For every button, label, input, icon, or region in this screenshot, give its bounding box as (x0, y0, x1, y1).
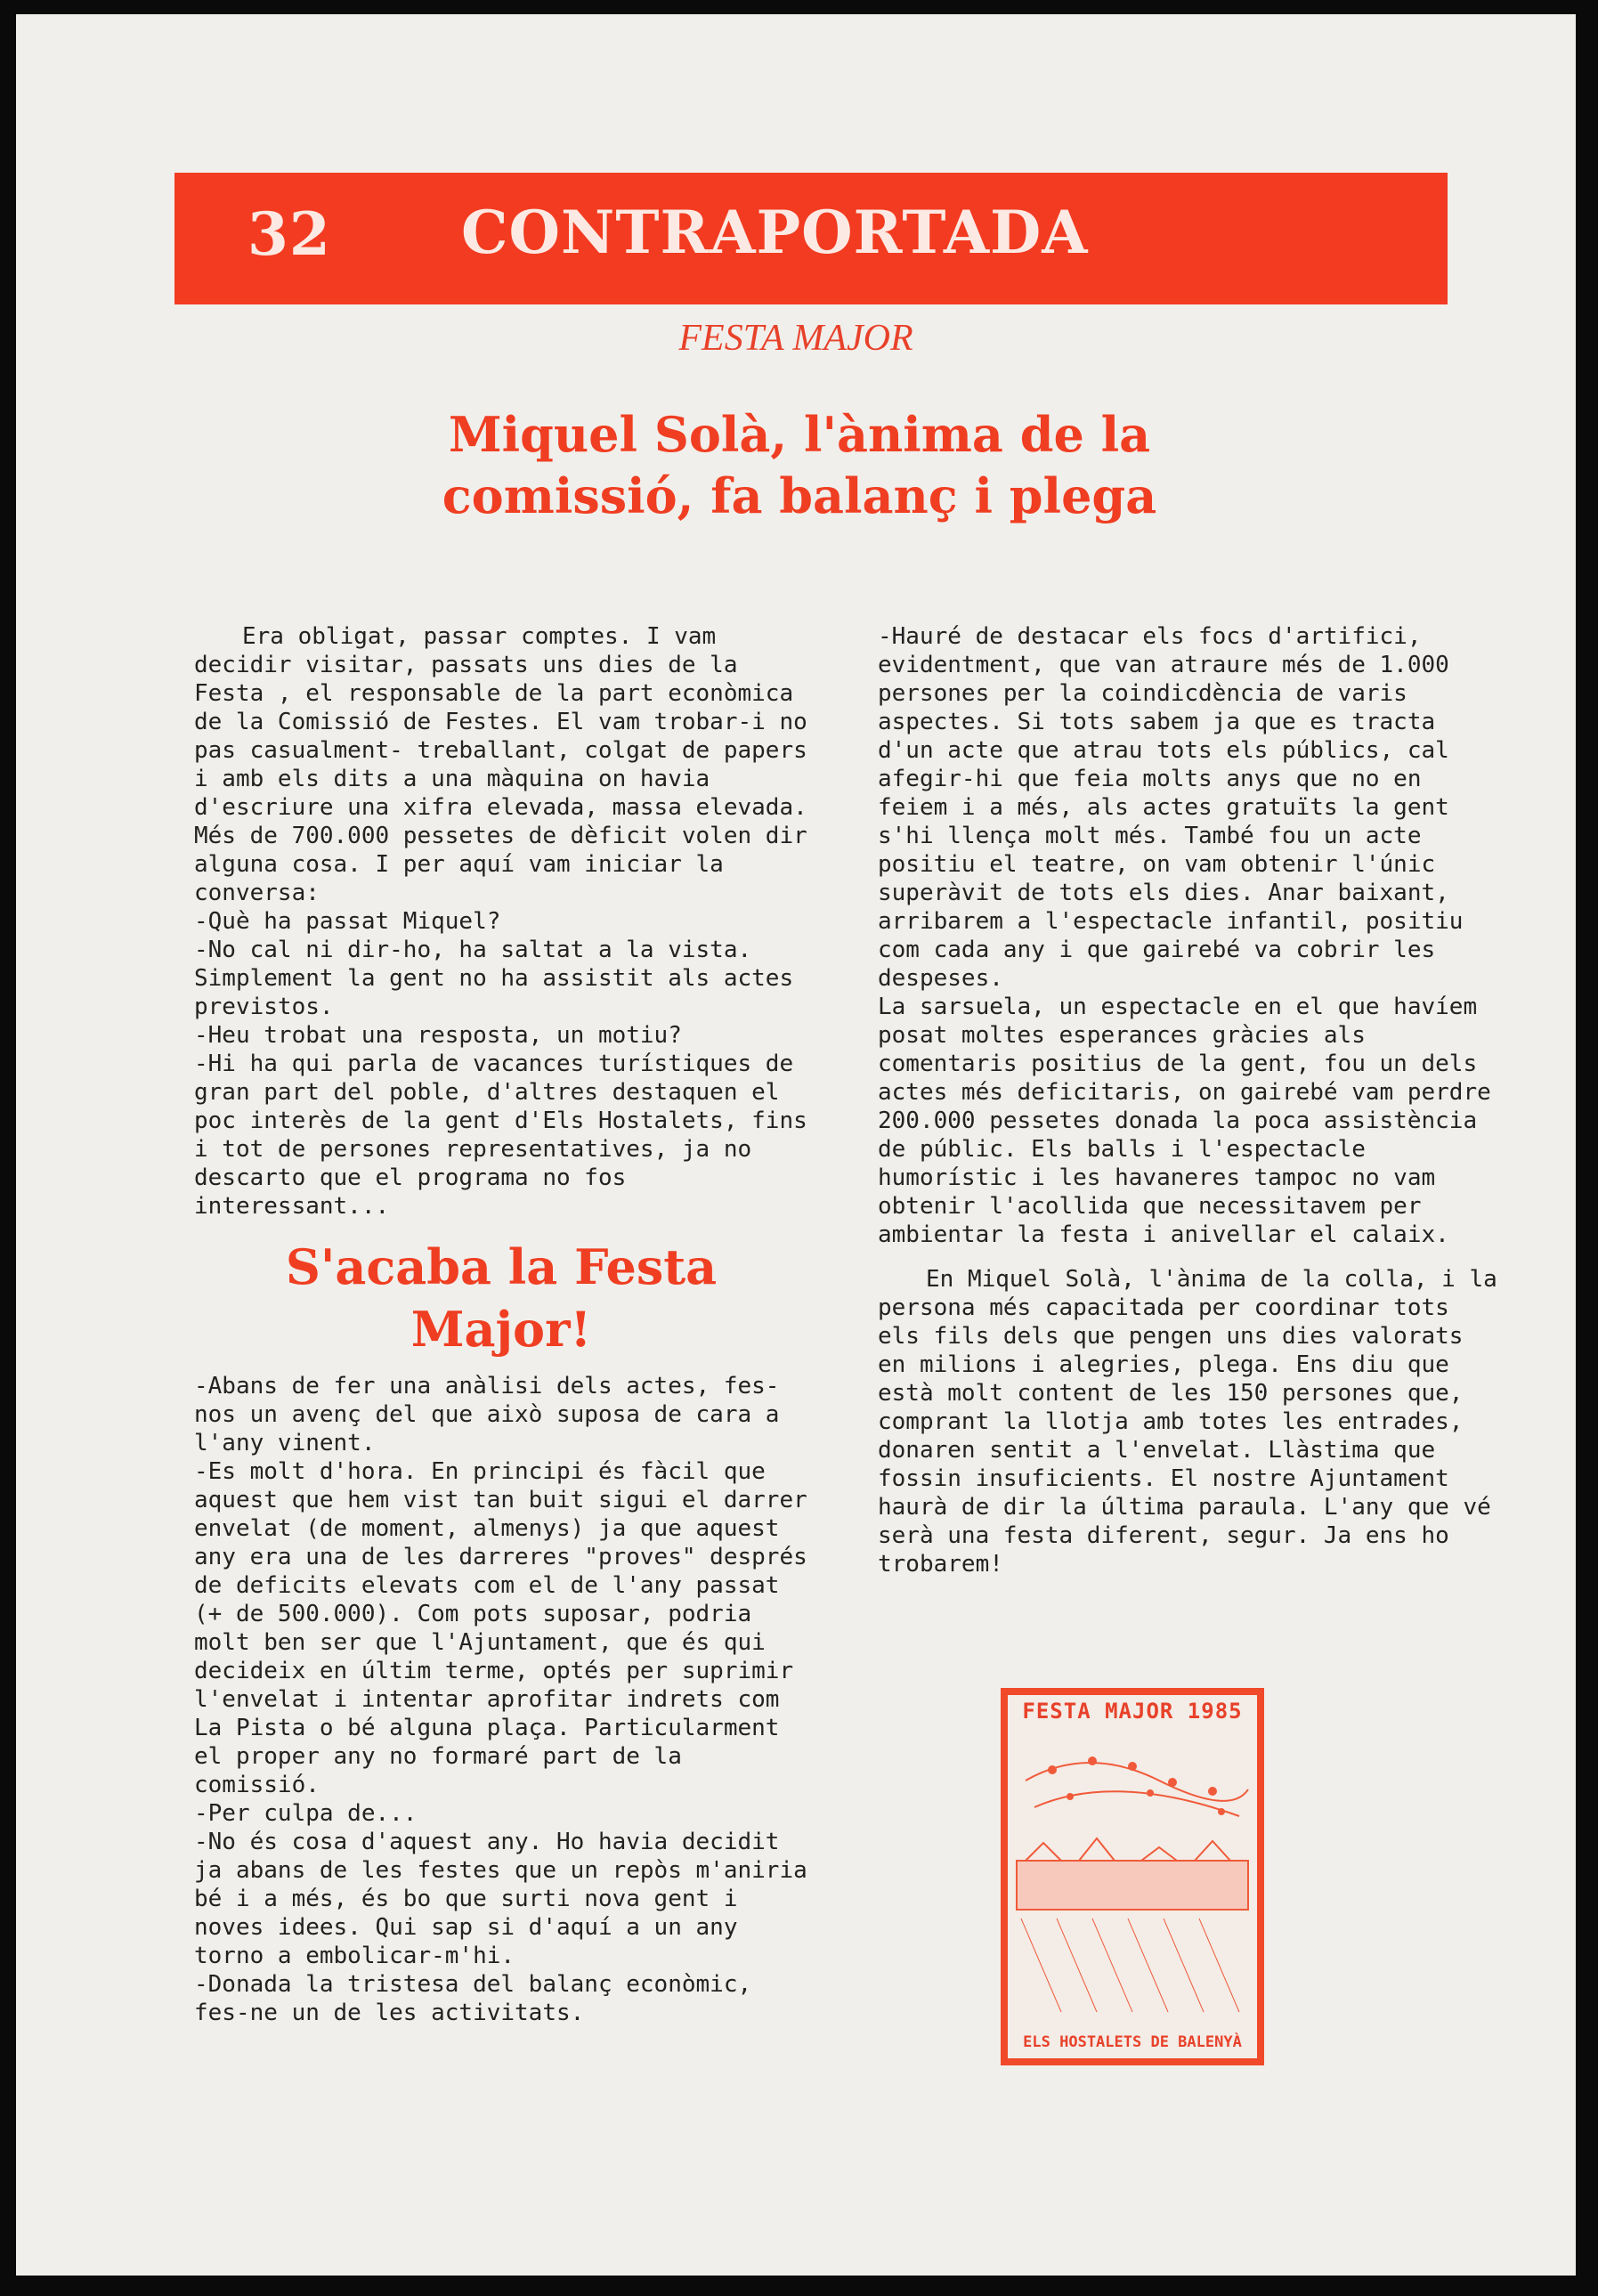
bunting-flag (1067, 1793, 1074, 1800)
article-column-left-bottom (194, 1372, 817, 2027)
newspaper-page (16, 14, 1576, 2276)
village-skyline (1017, 1861, 1248, 1910)
paragraph: -Abans de fer una anàlisi dels actes, fes-nos un avenç del que això suposa de cara a l'any vinent. (194, 1373, 780, 1456)
bunting-flag (1218, 1808, 1225, 1815)
bunting-flag (1088, 1756, 1097, 1765)
paragraph: -Heu trobat una resposta, un motiu? (194, 1022, 682, 1049)
bunting-flag (1208, 1787, 1217, 1796)
article-column-right (878, 622, 1501, 1578)
article-headline: Miquel Solà, l'ànima de la comissió, fa balanç i plega (442, 406, 1157, 524)
paragraph: -Es molt d'hora. En principi és fàcil que aquest que hem vist tan buit sigui el darrer envelat (de moment, almenys) ja que aquest any era una de les darreres "proves" després de deficits elevats com el de l'any passat (+ de 500.000). Com pots suposar, podria molt ben ser que l'Ajuntament, que és qui decideix en últim terme, optés per suprimir l'envelat i intentar aprofitar indrets com La Pista o bé alguna plaça. Particularment el proper any no formaré part de la comissió. (194, 1458, 807, 1798)
masthead-banner (174, 173, 1448, 304)
festa-major-poster-image (1001, 1688, 1264, 2065)
paragraph: -Donada la tristesa del balanç econòmic, fes-ne un de les activitats. (194, 1971, 752, 2026)
bunting-string (1034, 1791, 1239, 1816)
paragraph: -No cal ni dir-ho, ha saltat a la vista. Simplement la gent no ha assistit als actes previstos. (194, 937, 794, 1020)
field-lines (1021, 1919, 1239, 2012)
paragraph: -Per culpa de... (194, 1800, 418, 1827)
paragraph: -Què ha passat Miquel? (194, 908, 501, 935)
poster-title: FESTA MAJOR 1985 (1022, 1699, 1243, 1724)
bunting-flag (1048, 1765, 1057, 1774)
article-column-left-top (194, 622, 817, 1221)
article-subheadline: S'acaba la Festa Major! (285, 1238, 718, 1358)
bunting-flag (1147, 1789, 1154, 1797)
paragraph: La sarsuela, un espectacle en el que havíem posat moltes esperances gràcies als comentaris positius de la gent, fou un dels actes més deficitaris, on gairebé vam perdre 200.000 pessetes donada la poca assistència de públic. Els balls i l'espectacle humorístic i les havaneres tampoc no vam obtenir l'acollida que necessitavem per ambientar la festa i anivellar el calaix. (878, 994, 1491, 1248)
masthead-title: CONTRAPORTADA (461, 198, 1089, 267)
rooftops (1026, 1838, 1230, 1861)
bunting-flag (1128, 1762, 1137, 1771)
paragraph: -Hauré de destacar els focs d'artifici, evidentment, que van atraure més de 1.000 persones per la coindicdència de varis aspectes. Si tots sabem ja que es tracta d'un acte que atrau tots els públics, cal afegir-hi que feia molts anys que no en feiem i a més, als actes gratuïts la gent s'hi llença molt més. També fou un acte positiu el teatre, on vam obtenir l'únic superàvit de tots els dies. Anar baixant, arribarem a l'espectacle infantil, positiu com cada any i que gairebé va cobrir les despeses. (878, 623, 1464, 992)
poster-caption: ELS HOSTALETS DE BALENYÀ (1023, 2033, 1242, 2051)
paragraph: -Hi ha qui parla de vacances turístiques de gran part del poble, d'altres destaquen el poc interès de la gent d'Els Hostalets, fins i tot de persones representatives, ja no descarto que el programa no fos interessant... (194, 1051, 807, 1220)
paragraph: Era obligat, passar comptes. I vam decidir visitar, passats uns dies de la Festa , el responsable de la part econòmica de la Comissió de Festes. El vam trobar-i no pas casualment- treballant, colgat de papers i amb els dits a una màquina on havia d'escriure una xifra elevada, massa elevada. Més de 700.000 pessetes de dèficit volen dir alguna cosa. I per aquí vam iniciar la conversa: (194, 623, 807, 906)
bunting-string (1026, 1763, 1248, 1801)
paragraph: En Miquel Solà, l'ànima de la colla, i la persona més capacitada per coordinar tots els fils dels que pengen uns dies valorats en milions i alegries, plega. Ens diu que està molt content de les 150 persones que, comprant la llotja amb totes les entrades, donaren sentit a l'envelat. Llàstima que fossin insuficients. El nostre Ajuntament haurà de dir la última paraula. L'any que vé serà una festa diferent, segur. Ja ens ho trobarem! (878, 1266, 1497, 1578)
paragraph: -No és cosa d'aquest any. Ho havia decidit ja abans de les festes que un repòs m'aniria bé i a més, és bo que surti nova gent i noves idees. Qui sap si d'aquí a un any torno a embolicar-m'hi. (194, 1829, 807, 1969)
page-number: 32 (247, 199, 331, 269)
section-label: FESTA MAJOR (678, 318, 913, 359)
bunting-flag (1168, 1778, 1177, 1787)
poster-illustration (1008, 1727, 1257, 2030)
